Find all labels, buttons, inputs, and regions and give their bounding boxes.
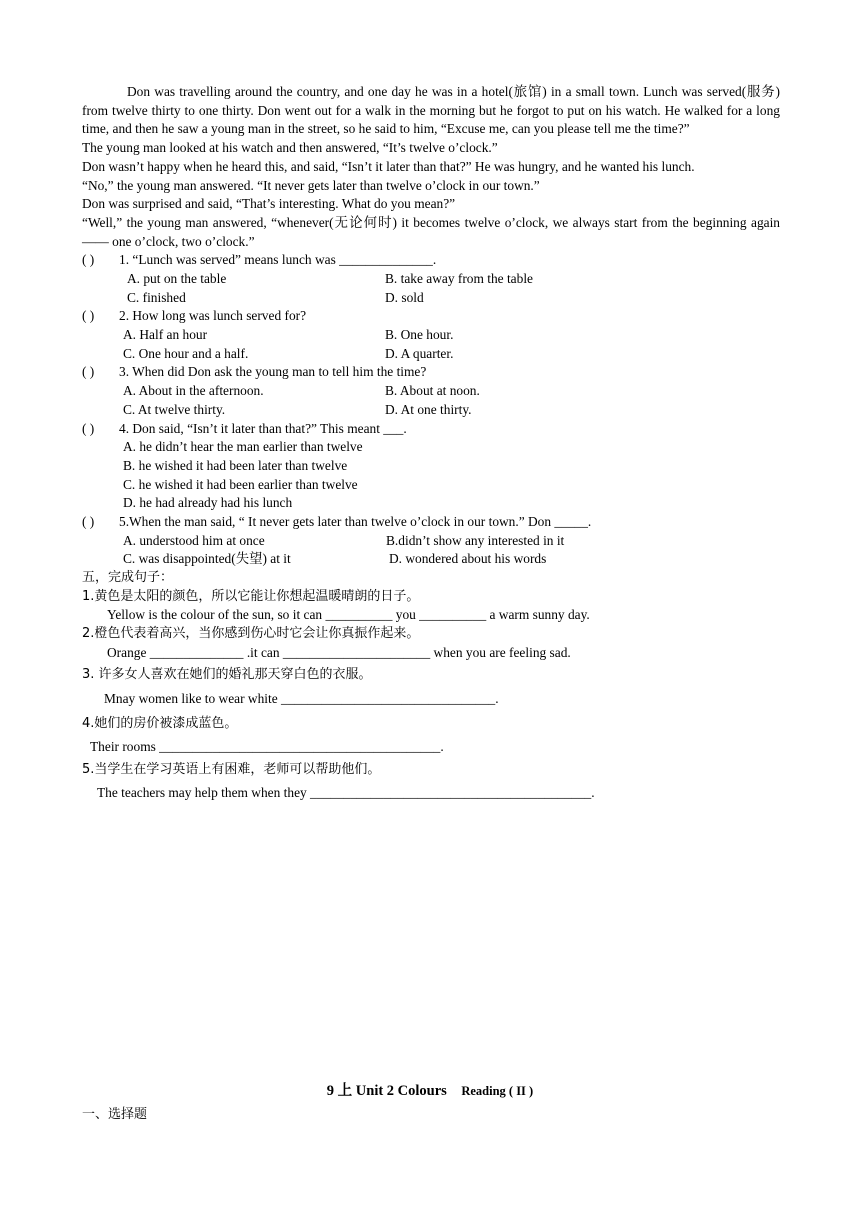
option-d: D. sold	[385, 289, 424, 305]
option-d: D. At one thirty.	[385, 401, 472, 417]
option-c: C. finished	[127, 289, 186, 305]
question-1-options-row-1	[82, 270, 780, 289]
question-3-options-row-2	[82, 401, 780, 420]
question-stem: 2. How long was lunch served for?	[119, 308, 307, 324]
question-2	[82, 307, 780, 326]
option-d: D. he had already had his lunch	[123, 495, 293, 511]
answer-paren: ( )	[82, 252, 95, 268]
question-1-options-row-2	[82, 289, 780, 308]
option-d: D. A quarter.	[385, 345, 454, 361]
section-1-heading: 一、选择题	[82, 1107, 148, 1122]
answer-paren: ( )	[82, 308, 95, 324]
option-a: A. he didn’t hear the man earlier than twelve	[123, 439, 363, 455]
fill-blank-sentence: Yellow is the colour of the sun, so it can __________ you __________ a warm sunny day.	[107, 607, 590, 623]
question-5-options-row-1	[82, 532, 780, 551]
unit-title-main: 9 上 Unit 2 Colours	[326, 1083, 447, 1099]
sentence-3-english	[82, 688, 780, 714]
question-2-options-row-1	[82, 326, 780, 345]
passage-paragraph-1: Don was travelling around the country, and one day he was in a hotel(旅馆) in a small town. Lunch was served(服务) from twelve thirty to one thirty. Don went out for a walk in the morning but he forgot to put on his watch. He walked for a long time, and then he saw a young man in the street, so he said to him, “Excuse me, can you please tell me the time?”	[82, 84, 780, 137]
question-4	[82, 420, 780, 439]
option-b: B. he wished it had been later than twelve	[123, 457, 348, 473]
question-4-option-a	[82, 438, 780, 457]
question-5-options-row-2	[82, 550, 780, 569]
unit-title-sub: Reading ( II )	[461, 1084, 534, 1098]
option-c: C. At twelve thirty.	[123, 401, 226, 417]
answer-paren: ( )	[82, 420, 95, 436]
option-a: A. Half an hour	[123, 327, 208, 343]
passage-paragraph-3: Don wasn’t happy when he heard this, and said, “Isn’t it later than that?” He was hungry, and he wanted his lunch.	[82, 158, 695, 174]
question-3	[82, 363, 780, 382]
sentence-2-english	[82, 644, 780, 663]
option-b: B. About at noon.	[385, 383, 480, 399]
option-c: C. was disappointed(失望) at it	[123, 551, 291, 567]
option-a: A. About in the afternoon.	[123, 383, 264, 399]
option-d: D. wondered about his words	[389, 551, 547, 567]
question-1	[82, 251, 780, 270]
passage-paragraph-4: “No,” the young man answered. “It never gets later than twelve o’clock in our town.”	[82, 177, 540, 193]
answer-paren: ( )	[82, 513, 95, 529]
sentence-1-english	[82, 606, 780, 625]
fill-blank-sentence: Mnay women like to wear white ________________________________.	[104, 691, 499, 707]
question-stem: 4. Don said, “Isn’t it later than that?” This meant ___.	[119, 420, 407, 436]
sentence-4-chinese: 4.她们的房价被漆成蓝色。	[82, 716, 238, 732]
sentence-2-chinese: 2.橙色代表着高兴，当你感到伤心时它会让你真振作起来。	[82, 626, 420, 642]
passage-paragraph-6: “Well,” the young man answered, “whenever(无论何时) it becomes twelve o’clock, we always start from the beginning again—— one o’clock, two o’clock.”	[82, 214, 780, 249]
answer-paren: ( )	[82, 364, 95, 380]
fill-blank-sentence: The teachers may help them when they __________________________________________.	[97, 785, 595, 801]
section-heading: 五，完成句子：	[82, 570, 174, 586]
question-5	[82, 513, 780, 532]
fill-blank-sentence: Their rooms __________________________________________.	[90, 739, 444, 755]
passage-paragraph-2: The young man looked at his watch and then answered, “It’s twelve o’clock.”	[82, 140, 498, 156]
passage-paragraph-5: Don was surprised and said, “That’s interesting. What do you mean?”	[82, 196, 456, 212]
question-4-option-c	[82, 476, 780, 495]
sentence-1-chinese: 1.黄色是太阳的颜色，所以它能让你想起温暖晴朗的日子。	[82, 588, 420, 604]
unit-title	[0, 1079, 860, 1100]
sentence-3-chinese: 3. 许多女人喜欢在她们的婚礼那天穿白色的衣服。	[82, 667, 372, 683]
question-3-options-row-1	[82, 382, 780, 401]
sentence-5-english	[82, 782, 780, 806]
question-stem: 5.When the man said, “ It never gets later than twelve o’clock in our town.” Don _____.	[119, 513, 592, 529]
question-4-option-b	[82, 457, 780, 476]
question-2-options-row-2	[82, 345, 780, 364]
question-stem: 3. When did Don ask the young man to tell him the time?	[119, 364, 427, 380]
question-4-option-d	[82, 494, 780, 513]
option-c: C. One hour and a half.	[123, 345, 249, 361]
option-a: A. put on the table	[127, 271, 227, 287]
fill-blank-sentence: Orange ______________ .it can ______________________ when you are feeling sad.	[107, 644, 571, 660]
sentence-4-english	[82, 736, 780, 760]
option-a: A. understood him at once	[123, 532, 265, 548]
option-b: B.didn’t show any interested in it	[386, 532, 565, 548]
worksheet-page	[82, 83, 780, 806]
sentence-5-chinese: 5.当学生在学习英语上有困难，老师可以帮助他们。	[82, 762, 381, 778]
question-stem: 1. “Lunch was served” means lunch was ______________.	[119, 252, 437, 268]
option-b: B. One hour.	[385, 327, 454, 343]
option-b: B. take away from the table	[385, 271, 533, 287]
option-c: C. he wished it had been earlier than twelve	[123, 476, 358, 492]
